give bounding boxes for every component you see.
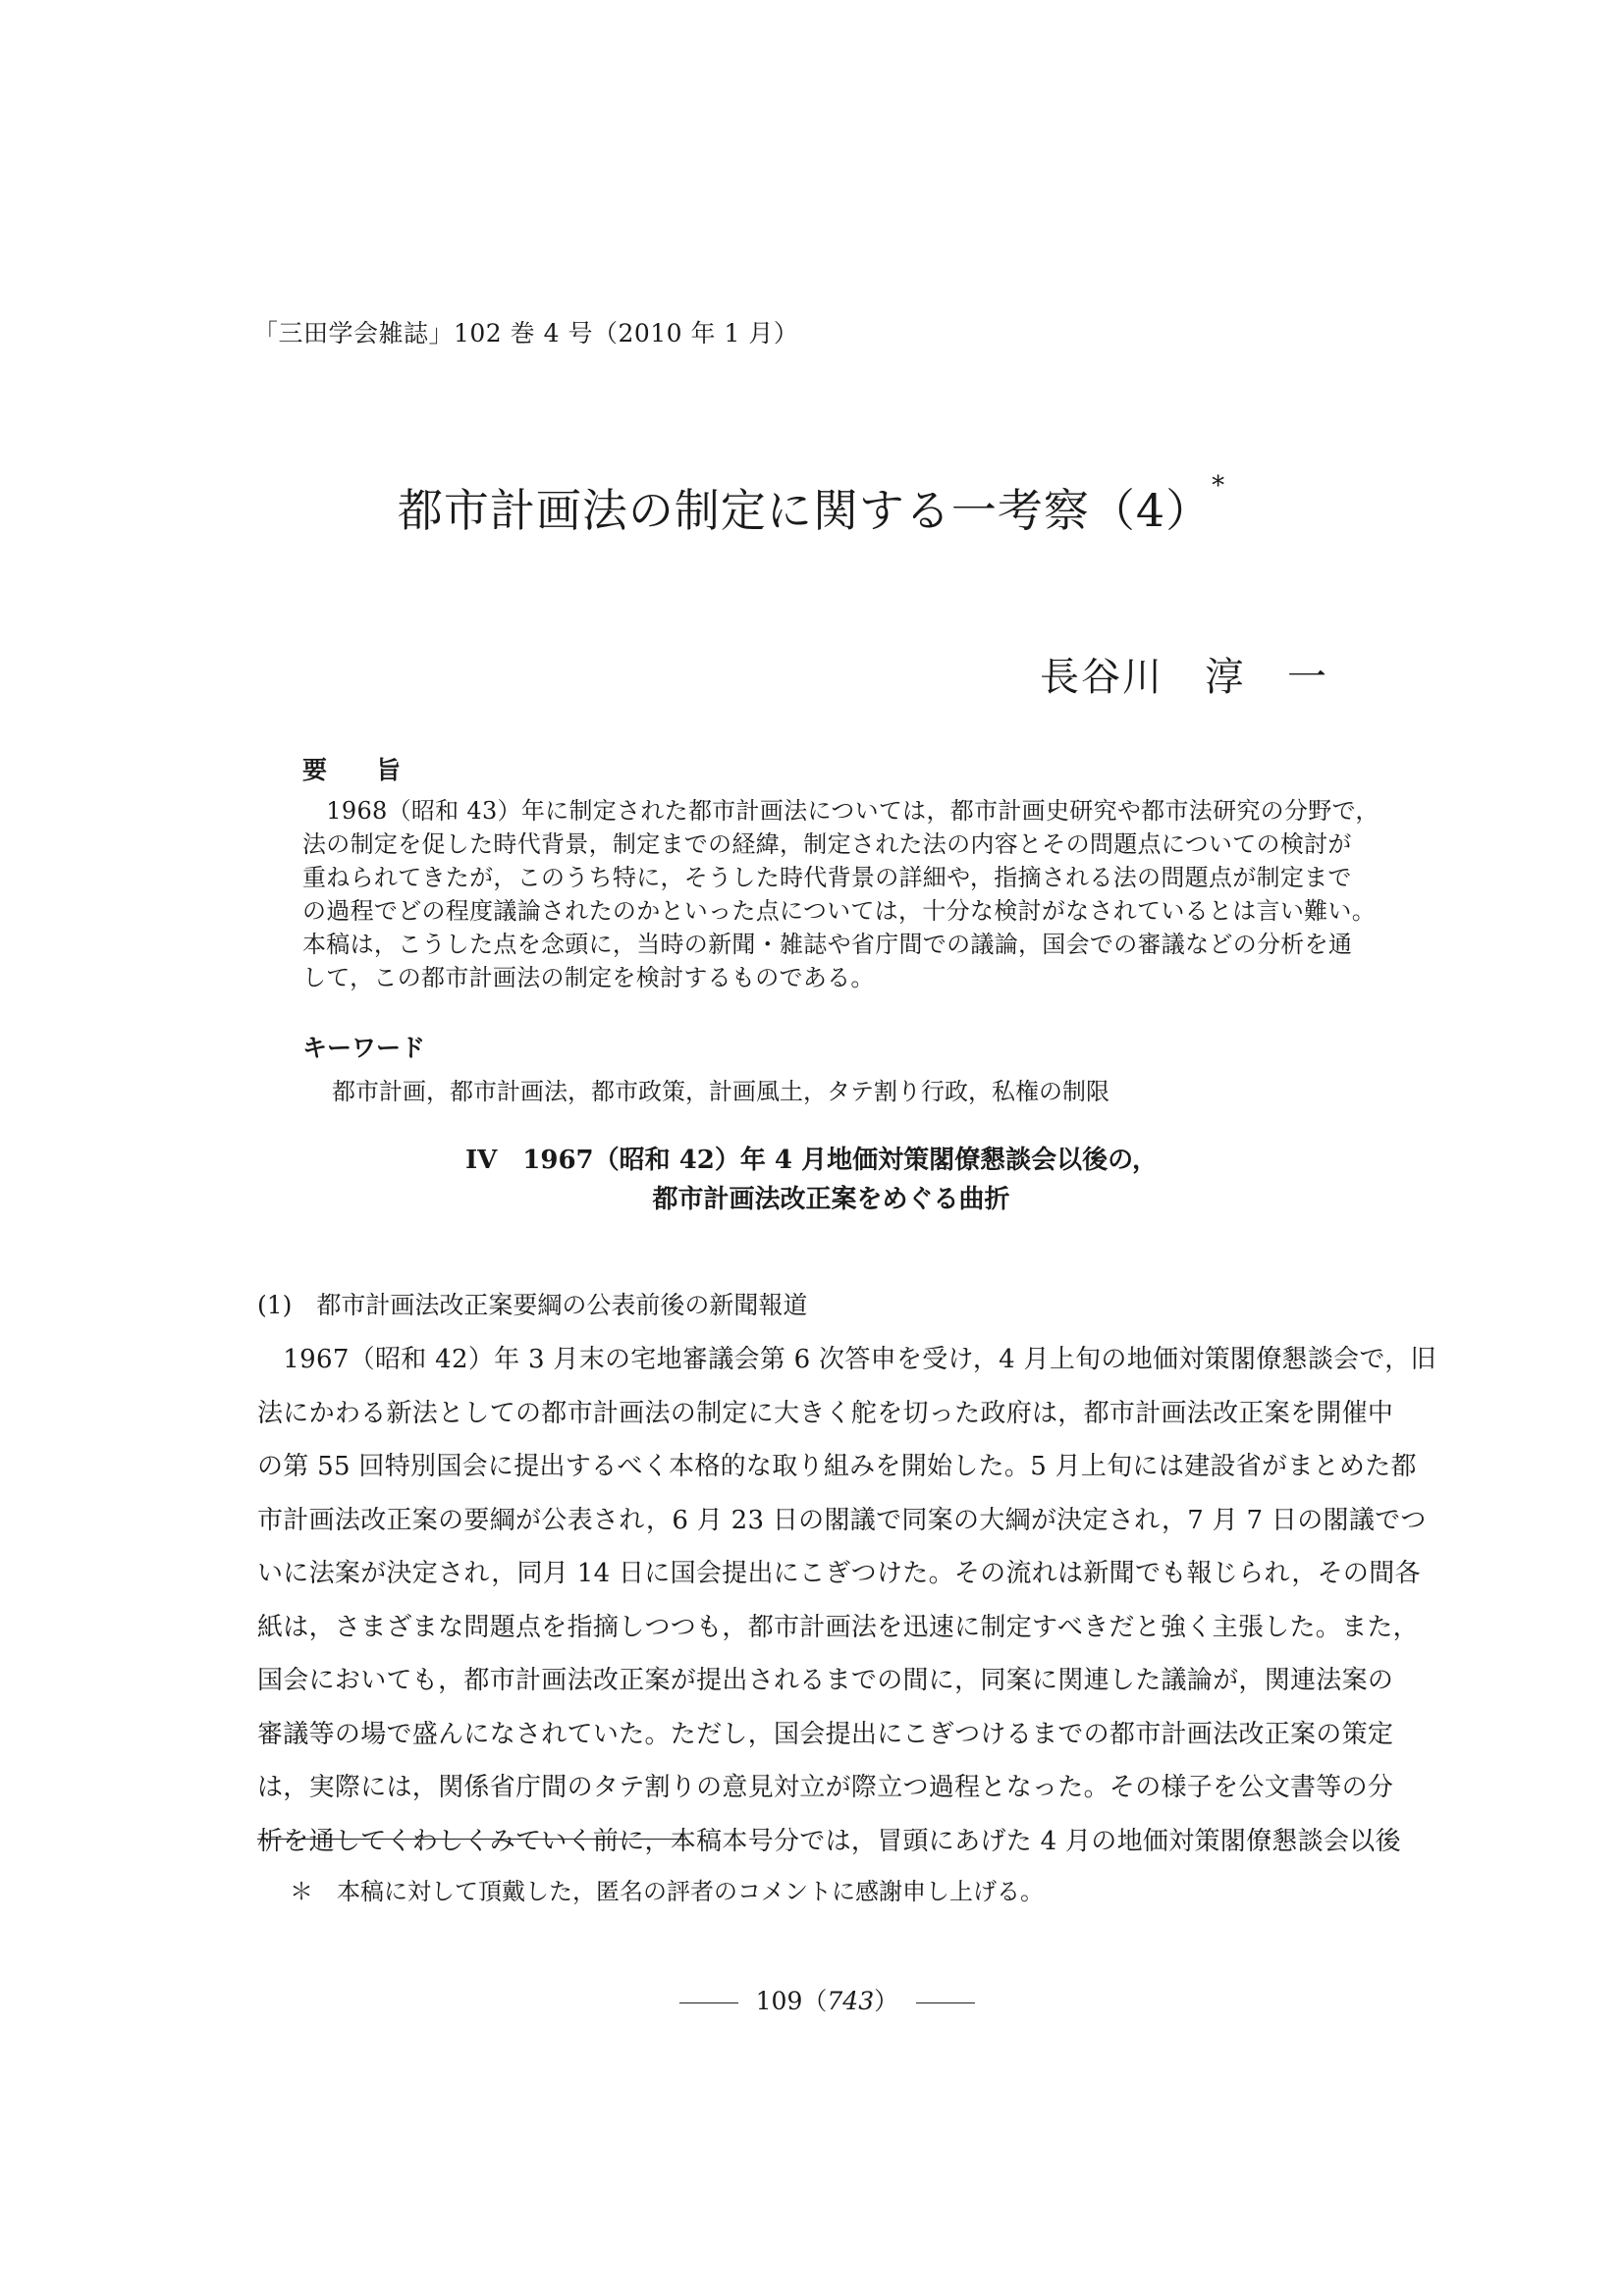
body-line: 審議等の場で盛んになされていた。ただし，国会提出にこぎつけるまでの都市計画法改正案の策定 [257, 1719, 1394, 1749]
keywords-heading: キーワード [302, 1034, 426, 1062]
body-text [257, 1333, 1436, 1868]
section-heading [0, 1141, 1623, 1219]
body-line: 紙は，さまざまな問題点を指摘しつつも，都市計画法を迅速に制定すべきだと強く主張した。また， [257, 1612, 1419, 1642]
paper-title [0, 471, 1623, 540]
keywords [302, 1029, 1109, 1106]
body-line: 法にかわる新法としての都市計画法の制定に大きく舵を切った政府は，都市計画法改正案を開催中 [257, 1398, 1394, 1428]
section-heading-line1: IV 1967（昭和 42）年 4 月地価対策閣僚懇談会以後の， [464, 1146, 1159, 1175]
abstract-line: 1968（昭和 43）年に制定された都市計画法については，都市計画史研究や都市法研究の分野で， [302, 797, 1380, 825]
abstract-line: 本稿は，こうした点を念頭に，当時の新聞・雑誌や省庁間での議論，国会での審議などの分析を通 [302, 931, 1353, 958]
body-line: は，実際には，関係省庁間のタテ割りの意見対立が際立つ過程となった。その様子を公文書等の分 [257, 1773, 1394, 1802]
abstract-line: 重ねられてきたが，このうち特に，そうした時代背景の詳細や，指摘される法の問題点が制定まで [302, 864, 1352, 891]
body-line: 国会においても，都市計画法改正案が提出されるまでの間に，同案に関連した議論が，関連法案の [257, 1666, 1394, 1695]
abstract-line: の過程でどの程度議論されたのかといった点については，十分な検討がなされているとは言い難い。 [302, 897, 1377, 925]
body-line: いに法案が決定され，同月 14 日に国会提出にこぎつけた。その流れは新聞でも報じられ，その間各 [257, 1559, 1421, 1588]
body-line: 市計画法改正案の要綱が公表され，6 月 23 日の閣議で同案の大綱が決定され，7 月 7 日の閣議でつ [257, 1505, 1427, 1535]
title-footnote-mark[interactable]: * [1212, 471, 1226, 501]
body-line: 1967（昭和 42）年 3 月末の宅地審議会第 6 次答申を受け，4 月上旬の地価対策閣僚懇談会で，旧 [257, 1345, 1436, 1374]
body-line: 析を通してくわしくみていく前に，本稿本号分では，冒頭にあげた 4 月の地価対策閣僚懇談会以後 [257, 1826, 1401, 1856]
footnote: ＊ 本稿に対して頂戴した，匿名の評者のコメントに感謝申し上げる。 [290, 1878, 1044, 1905]
abstract [302, 751, 1380, 994]
subsection-heading: (1) 都市計画法改正案要綱の公表前後の新聞報道 [257, 1291, 808, 1319]
page-number-dash-right [916, 2002, 975, 2003]
section-heading-line2: 都市計画法改正案をめぐる曲折 [652, 1185, 1010, 1214]
original-page-number: 743 [827, 1987, 875, 2015]
journal-header: 「三田学会雑誌」102 巻 4 号（2010 年 1 月） [253, 319, 799, 347]
page-number-value: 109 [755, 1987, 803, 2015]
body-line: の第 55 回特別国会に提出するべく本格的な取り組みを開始した。5 月上旬には建設省がまとめた都 [257, 1452, 1417, 1481]
footnote-divider [257, 1839, 687, 1840]
abstract-heading: 要 旨 [302, 756, 402, 784]
paper-title-text: 都市計画法の制定に関する一考察（4） [397, 484, 1213, 537]
page-number-dash-left [679, 2002, 738, 2003]
page-number: 109（743） [0, 1953, 1623, 2046]
keywords-text: 都市計画，都市計画法，都市政策，計画風土，タテ割り行政，私権の制限 [332, 1078, 1109, 1105]
author-name: 長谷川 淳 一 [1040, 655, 1328, 700]
abstract-line: して，この都市計画法の制定を検討するものである。 [302, 964, 875, 991]
abstract-line: 法の制定を促した時代背景，制定までの経緯，制定された法の内容とその問題点についての検討が [302, 830, 1352, 858]
